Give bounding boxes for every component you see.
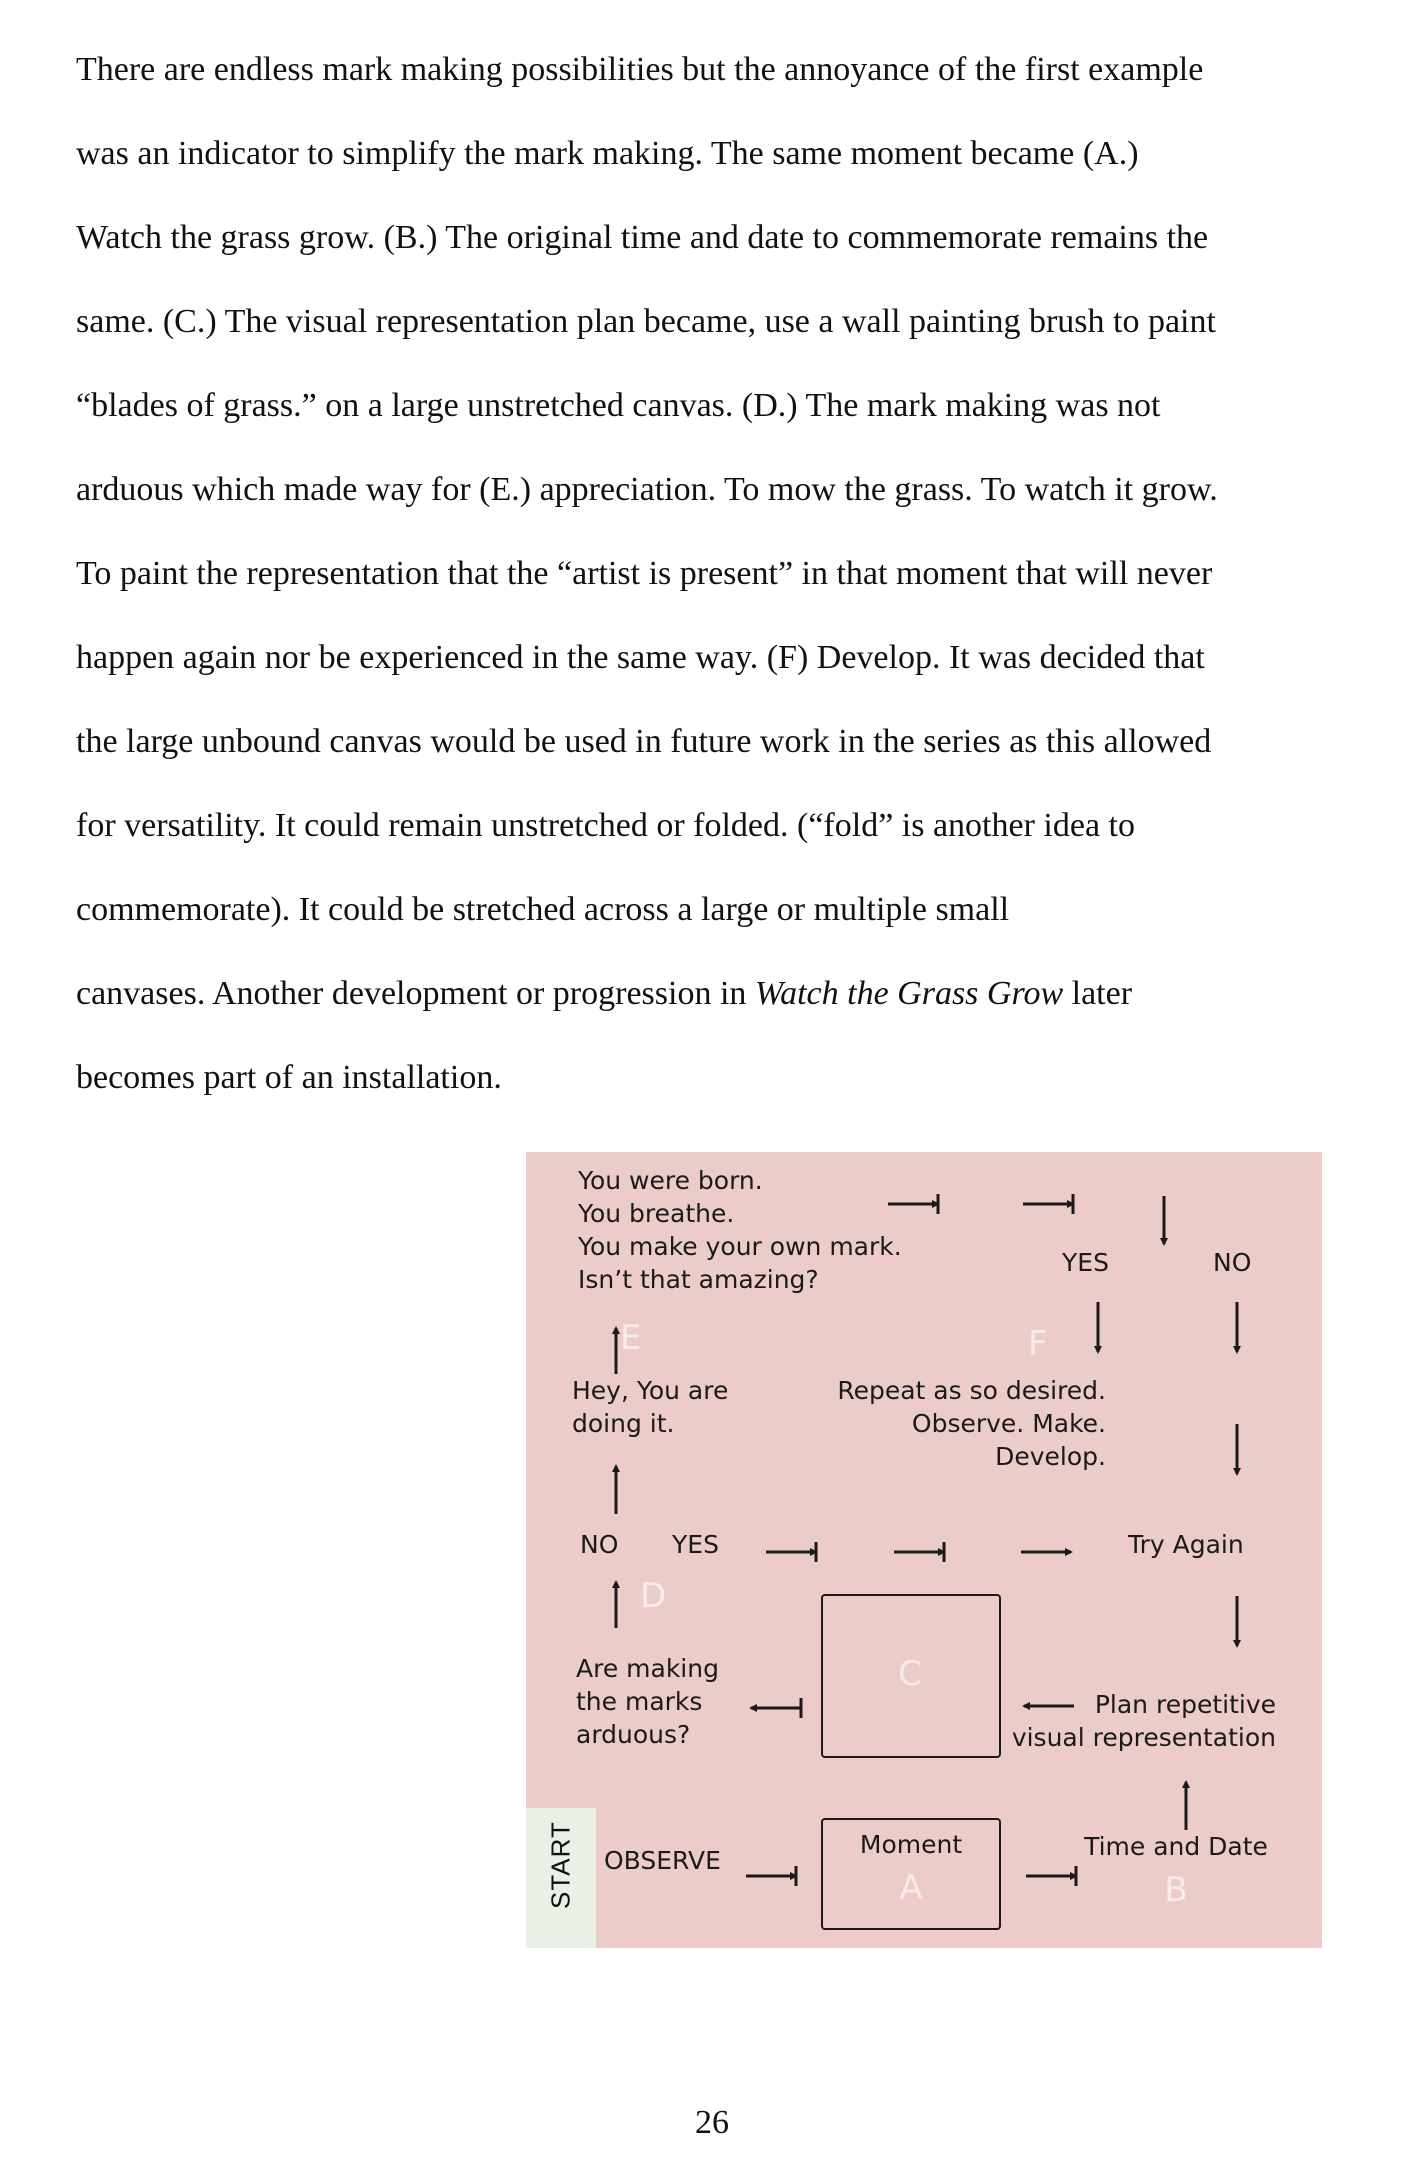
letter-b: B xyxy=(1164,1870,1188,1910)
repeat-line: Repeat as so desired. xyxy=(837,1376,1106,1405)
body-line: arduous which made way for (E.) appreciation. To mow the grass. To watch it grow. xyxy=(76,471,1218,508)
intro-line: You breathe. xyxy=(578,1199,735,1228)
letter-d: D xyxy=(640,1576,667,1616)
start-label: START xyxy=(545,1821,576,1909)
body-line: for versatility. It could remain unstretched or folded. (“fold” is another idea to xyxy=(76,807,1135,844)
observe-label: OBSERVE xyxy=(604,1846,721,1875)
body-line: happen again nor be experienced in the same way. (F) Develop. It was decided that xyxy=(76,639,1205,676)
body-line: “blades of grass.” on a large unstretched canvas. (D.) The mark making was not xyxy=(76,387,1161,424)
yes-top-label: YES xyxy=(1062,1248,1109,1277)
hey-line: Hey, You are xyxy=(572,1376,729,1405)
intro-line: You make your own mark. xyxy=(578,1232,902,1261)
body-text-after-title: later xyxy=(1063,975,1133,1012)
hey-line: doing it. xyxy=(572,1409,675,1438)
page-number: 26 xyxy=(695,2104,729,2141)
body-line: To paint the representation that the “artist is present” in that moment that will never xyxy=(76,555,1213,592)
flowchart-diagram xyxy=(526,1152,1322,1948)
flow-arrows xyxy=(526,1152,1322,1948)
body-line: same. (C.) The visual representation plan became, use a wall painting brush to paint xyxy=(76,303,1216,340)
body-text-before-title: canvases. Another development or progression in xyxy=(76,975,755,1012)
letter-f: F xyxy=(1028,1324,1048,1364)
repeat-line: Develop. xyxy=(995,1442,1106,1471)
body-line: becomes part of an installation. xyxy=(76,1059,502,1096)
arduous-line: arduous? xyxy=(576,1720,691,1749)
letter-c: C xyxy=(898,1654,922,1694)
body-line: Watch the grass grow. (B.) The original time and date to commemorate remains the xyxy=(76,219,1209,256)
no-mid-label: NO xyxy=(580,1530,619,1559)
intro-line: Isn’t that amazing? xyxy=(578,1265,819,1294)
body-line: commemorate). It could be stretched across a large or multiple small xyxy=(76,891,1010,928)
no-top-label: NO xyxy=(1213,1248,1252,1277)
body-line: There are endless mark making possibilities but the annoyance of the first example xyxy=(76,51,1204,88)
work-title: Watch the Grass Grow xyxy=(754,975,1064,1012)
body-line: the large unbound canvas would be used in future work in the series as this allowed xyxy=(76,723,1212,760)
arduous-line: Are making xyxy=(576,1654,719,1683)
try-again-label: Try Again xyxy=(1128,1530,1244,1559)
repeat-line: Observe. Make. xyxy=(911,1409,1106,1438)
plan-line: visual representation xyxy=(1011,1723,1276,1752)
letter-a: A xyxy=(899,1868,923,1908)
body-line xyxy=(76,974,1132,1014)
letter-e: E xyxy=(620,1318,642,1358)
yes-mid-label: YES xyxy=(672,1530,719,1559)
intro-line: You were born. xyxy=(578,1166,763,1195)
moment-label: Moment xyxy=(859,1830,963,1859)
body-line: was an indicator to simplify the mark making. The same moment became (A.) xyxy=(76,135,1139,172)
plan-line: Plan repetitive xyxy=(1094,1690,1276,1719)
time-date-label: Time and Date xyxy=(1084,1832,1268,1861)
arduous-line: the marks xyxy=(576,1687,703,1716)
